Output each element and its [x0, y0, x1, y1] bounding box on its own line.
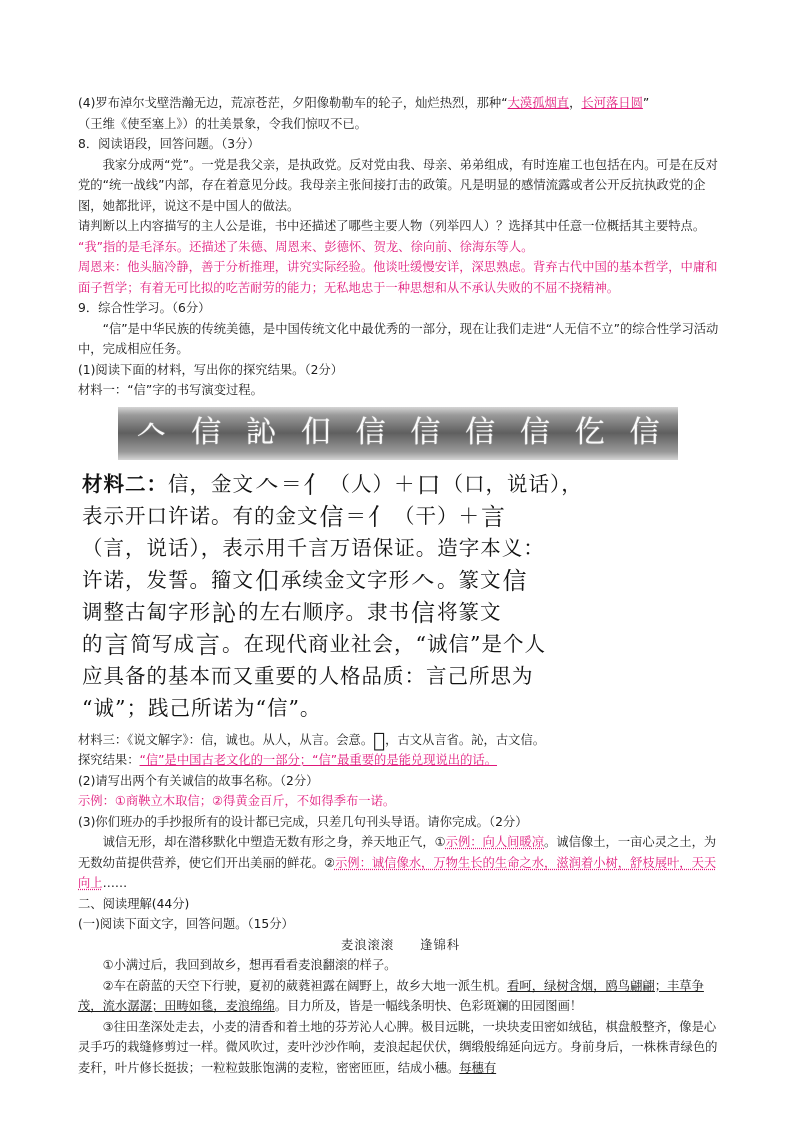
glyph-1: 𠆢: [136, 415, 167, 450]
m2-text: （口，说话），: [442, 471, 583, 496]
article-author: 逢锦科: [420, 937, 461, 952]
lishu-glyph: 信: [411, 598, 436, 627]
q4-answer-2: 长河落日圆: [581, 96, 643, 110]
m2-text: 将篆文: [437, 599, 502, 624]
q9-sub3: (3)你们班办的手抄报所有的设计都已完成，只差几句刊头导语。请你完成。（2分）: [78, 814, 528, 829]
para3-underlined: 每穗有: [459, 1060, 497, 1075]
glyph-8: 信: [519, 415, 550, 450]
lead-text: [78, 832, 723, 894]
jinwen-glyph-3: 𠆢: [411, 566, 436, 595]
m2-text: 。篆文: [437, 567, 502, 592]
para3-text: ③往田垄深处走去，小麦的清香和着土地的芬芳沁人心脾。极目远眺，一块块麦田密如绒毡，棋盘般整齐，像是心灵手巧的栽缝修剪过一样。微风吹过，麦叶沙沙作响，麦浪起起伏伏，绸缎般绵延向远方。身前身后，一株株青绿色的麦秆，叶片修长挺拔；一粒粒鼓胀饱满的麦粒，密密匝匝，结成小穗。: [78, 1019, 718, 1075]
q8-answer-1: “我”指的是毛泽东。还描述了朱德、周恩来、彭德怀、贺龙、徐向前、徐海东等人。: [78, 239, 534, 254]
exploration-result: [78, 750, 723, 771]
glyph-4: 㐰: [300, 415, 331, 450]
q4-separator: ，: [569, 96, 582, 110]
glyph-5: 信: [355, 415, 386, 450]
glyph-2: 信: [191, 415, 222, 450]
yan-glyph: 言: [481, 502, 506, 531]
q9-intro: “信”是中华民族的传统美德，是中国传统文化中最优秀的一部分，现在让我们走进“人无信不立”的综合性学习活动中，完成相应任务。: [78, 321, 719, 356]
q9-heading: 9．综合性学习。（6分）: [78, 301, 211, 315]
result-label: 探究结果：: [78, 753, 140, 767]
lead-text-1: 诚信无形，却在潜移默化中塑造无数有形之身，养天地正气，①: [102, 835, 446, 849]
m3-text: ，古文信。: [483, 732, 546, 747]
material-2-handwritten: [82, 468, 723, 724]
q4-text: (4)罗布淖尔戈壁浩瀚无边，荒凉苍茫，夕阳像勒勒车的轮子，灿烂热烈，那种“: [78, 96, 508, 110]
section-2-heading: 二、阅读理解(44分): [78, 896, 190, 911]
m2-text: 许诺，发誓。籀文: [82, 567, 254, 592]
q4-line2: （王维《使至塞上》）的壮美景象，令我们惊叹不已。: [78, 116, 367, 131]
m2-text: “诚”；践己所诺为“信”。: [82, 695, 322, 720]
guwen-xin-glyph: 𠈝: [373, 727, 386, 752]
para2-text-1: ②车在蔚蓝的天空下行驶，夏初的葳蕤袒露在阔野上，故乡大地一派生机。: [102, 978, 508, 993]
para2-text-2: 。目力所及，皆是一幅线条明快、色彩斑斓的田园图画！: [274, 999, 583, 1013]
q4-line1: [78, 93, 723, 114]
material-2-title: 材料二：: [82, 471, 168, 496]
m3-text: 材料三：《说文解字》：信，诚也。从人，从言。会意。: [78, 732, 374, 747]
glyph-3: 訫: [245, 415, 276, 450]
m2-text: 信，金文: [168, 471, 254, 496]
q8-answer-2: 周恩来：他头脑冷静，善于分析推理，讲究实际经验。他谈吐缓慢安详，深思熟虑。背弃古代中国的基本哲学，中庸和面子哲学；有着无可比拟的吃苦耐劳的能力；无私地忠于一种思想和从不承认失败的不屈不挠精神。: [78, 260, 718, 295]
m2-text: （人）＋: [329, 471, 416, 496]
jinwen-glyph: 𠆢: [255, 470, 280, 499]
q8-question: 请判断以上内容描写的主人公是谁，书中还描述了哪些主要人物（列举四人）？选择其中任意一位概括其主要特点。: [78, 219, 706, 233]
article-para-3: [78, 1017, 723, 1079]
m2-text: （言，说话），表示用千言万语保证。造字本义：: [82, 535, 545, 560]
q9-sub1: (1)阅读下面的材料，写出你的探究结果。（2分）: [78, 362, 344, 377]
m3-glyph-2: 訫: [471, 732, 484, 747]
yan-glyph-2: 言: [104, 630, 130, 659]
glyph-9: 仡: [574, 415, 605, 450]
m2-text: （干）＋: [394, 503, 480, 528]
material-1: 材料一：“信”字的书写演变过程。: [78, 383, 263, 397]
m2-text: 。在现代商业社会，“诚信”是个人: [222, 631, 546, 656]
article-para-1: ①小满过后，我回到故乡，想再看看麦浪翻滚的样子。: [102, 958, 397, 972]
m2-text: 的左右顺序。隶书: [238, 599, 410, 624]
zhouwen-glyph: 㐰: [255, 566, 280, 595]
article-para-2: [78, 976, 723, 1017]
glyph-6: 信: [410, 415, 441, 450]
m2-text: ＝: [281, 471, 303, 496]
m2-text: ＝: [345, 503, 367, 528]
gan-glyph: 亻: [368, 502, 393, 531]
q8-passage: 我家分成两“党”。一党是我父亲，是执政党。反对党由我、母亲、弟弟组成，有时连雇工也包括在内。可是在反对党的“统一战线”内部，存在着意见分歧。我母亲主张间接打击的政策。凡是明显的感情流露或者公开反抗执政党的企图，她都批评，说这不是中国人的做法。: [78, 157, 718, 213]
guwen-glyph: 訫: [212, 598, 237, 627]
para2-underlined: 看呵，绿树含烟，鸥鸟翩翩；丰草争茂，流水潺潺；田畴如毯，麦浪绵绵: [78, 978, 704, 1013]
xin-evolution-banner: [118, 407, 678, 460]
m3-text: ，古文从言省。: [385, 732, 472, 747]
jinwen-glyph-2: 信: [319, 502, 345, 531]
result-answer: “信”是中国古老文化的一部分；“信”最重要的是能兑现说出的话。: [139, 753, 497, 767]
q9-sub2-answer: 示例：①商鞅立木取信；②得黄金百斤，不如得季布一诺。: [78, 794, 396, 808]
m2-text: 调整古匐字形: [82, 599, 211, 624]
m2-text: 简写成: [130, 631, 195, 656]
lead-ellipsis: ……: [102, 876, 128, 890]
article-title: 麦浪滚滚: [340, 937, 395, 952]
exam-page: [78, 93, 723, 1078]
ren-glyph: 亻: [303, 470, 329, 499]
m2-text: 应具备的基本而又重要的人格品质：言己所思为: [82, 663, 534, 688]
q8-heading: 8．阅读语段，回答问题。（3分）: [78, 137, 260, 151]
section-2-subheading: (一)阅读下面文字，回答问题。（15分）: [78, 917, 294, 931]
q4-quote-close: ”: [642, 96, 650, 110]
material-3: [78, 727, 723, 752]
lead-answer-2: 示例：诚信像水，万物生长的生命之水，滋润着小树，舒枝展叶，天天向上: [78, 855, 717, 890]
m2-text: 承续金文字形: [281, 567, 410, 592]
article-title-line: [78, 935, 723, 956]
lead-answer-1: 示例：向人间暖凉: [445, 835, 545, 849]
zhuanwen-glyph: 信: [502, 566, 528, 595]
kou-glyph: 口: [416, 470, 442, 499]
m2-text: 表示开口许诺。有的金文: [82, 503, 319, 528]
m2-text: 的: [82, 631, 104, 656]
lead-text-2: 。诚信像土，一亩心灵之土，为无数幼苗提供营养，使它们开出美丽的鲜花。②: [78, 835, 717, 870]
q4-answer-1: 大漠孤烟直: [507, 96, 570, 110]
q9-sub2: (2)请写出两个有关诚信的故事名称。（2分）: [78, 773, 319, 788]
glyph-10: 信: [629, 415, 660, 450]
glyph-7: 信: [465, 415, 496, 450]
yan-glyph-3: 言: [196, 630, 221, 659]
